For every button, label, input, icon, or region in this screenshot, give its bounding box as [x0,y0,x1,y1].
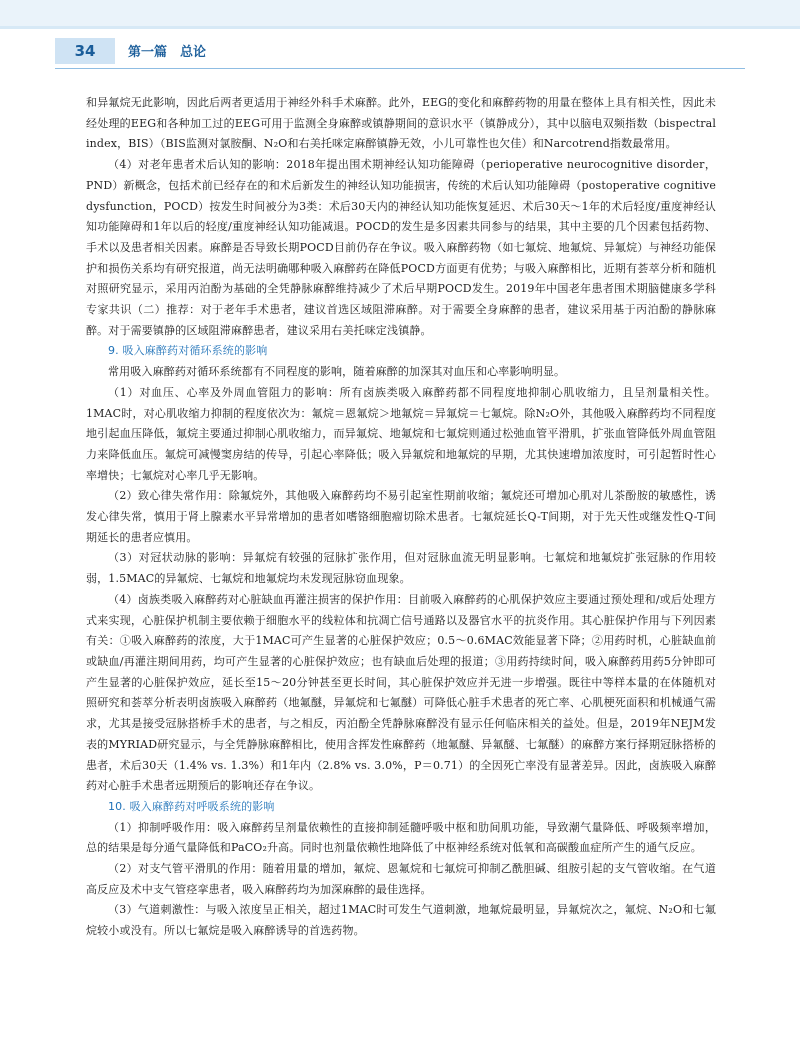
header-divider [55,68,745,69]
paragraph: （2）对支气管平滑肌的作用：随着用量的增加，氟烷、恩氟烷和七氟烷可抑制乙酰胆碱、组胺引起的支气管收缩。在气道高反应及术中支气管痉挛患者，吸入麻醉药均为加深麻醉的最佳选择。 [86,862,716,896]
paragraph: （1）抑制呼吸作用：吸入麻醉药呈剂量依赖性的直接抑制延髓呼吸中枢和肋间肌功能，导致潮气量降低、呼吸频率增加，总的结果是每分通气量降低和PaCO₂升高。同时也剂量依赖性地降低了中枢神经系统对低氧和高碳酸血症所产生的通气反应。 [86,820,716,855]
main-text [86,93,716,942]
chapter-title: 第一篇 总论 [128,45,207,60]
paragraph: （2）致心律失常作用：除氟烷外，其他吸入麻醉药均不易引起室性期前收缩；氟烷还可增加心肌对儿茶酚胺的敏感性，诱发心律失常，慎用于肾上腺素水平异常增加的患者如嗜铬细胞瘤切除术患者。七氟烷延长Q-T间期，对于先天性或继发性Q-T间期延长的患者应慎用。 [86,489,716,544]
paragraph: （4）对老年患者术后认知的影响：2018年提出围术期神经认知功能障碍（perioperative neurocognitive disorder，PND）新概念，包括术前已经存在的和术后新发生的神经认知功能损害，传统的术后认知功能障碍（postoperative cognitive dysfunction，POCD）按发生时间被分为3类：术后30天内的神经认知功能恢复延迟、术后30天～1年的术后轻度/重度神经认知功能障碍和1年以后的轻度/重度神经认知功能减退。POCD的发生是多因素共同参与的结果，其中主要的几个因素包括药物、手术以及患者相关因素。麻醉是否导致长期POCD目前仍存在争议。吸入麻醉药物（如七氟烷、地氟烷、异氟烷）与神经功能保护和损伤关系均有研究报道，尚无法明确哪种吸入麻醉药在降低POCD方面更有优势；与吸入麻醉相比，近期有荟萃分析和随机对照研究显示，采用丙泊酚为基础的全凭静脉麻醉维持减少了术后早期POCD发生。2019年中国老年患者围术期脑健康多学科专家共识（二）推荐：对于老年手术患者，建议首选区域阻滞麻醉。对于需要全身麻醉的患者，建议采用基于丙泊酚的静脉麻醉。对于需要镇静的区域阻滞麻醉患者，建议采用右美托咪定浅镇静。 [86,158,716,337]
header-accent-line [0,26,800,29]
paragraph: （1）对血压、心率及外周血管阻力的影响：所有卤族类吸入麻醉药都不同程度地抑制心肌收缩力，且呈剂量相关性。1MAC时，对心肌收缩力抑制的程度依次为：氟烷＝恩氟烷＞地氟烷＝异氟烷＝七氟烷。除N₂O外，其他吸入麻醉药均不同程度地引起血压降低，氟烷主要通过抑制心肌收缩力，而异氟烷、地氟烷和七氟烷则通过松弛血管平滑肌，扩张血管降低外周血管阻力来降低血压。氟烷可减慢窦房结的传导，引起心率降低；吸入异氟烷和地氟烷的早期，尤其快速增加浓度时，可引起暂时性心率增快；七氟烷对心率几乎无影响。 [86,385,716,482]
section-heading: 9. 吸入麻醉药对循环系统的影响 [108,344,268,358]
paragraph: 常用吸入麻醉药对循环系统都有不同程度的影响，随着麻醉的加深其对血压和心率影响明显。 [108,365,566,379]
paragraph: （3）对冠状动脉的影响：异氟烷有较强的冠脉扩张作用，但对冠脉血流无明显影响。七氟烷和地氟烷扩张冠脉的作用较弱，1.5MAC的异氟烷、七氟烷和地氟烷均未发现冠脉窃血现象。 [86,551,716,586]
section-heading: 10. 吸入麻醉药对呼吸系统的影响 [108,799,275,813]
page-number: 34 [55,38,115,64]
paragraph: 和异氟烷无此影响，因此后两者更适用于神经外科手术麻醉。此外，EEG的变化和麻醉药物的用量在整体上具有相关性，因此未经处理的EEG和各种加工过的EEG可用于监测全身麻醉或镇静期间的意识水平（镇静成分），其中以脑电双频指数（bispectral index，BIS）（BIS监测对氯胺酮、N₂O和右美托咪定麻醉镇静无效，小儿可靠性也欠佳）和Narcotrend指数最常用。 [86,96,716,151]
paragraph: （4）卤族类吸入麻醉药对心脏缺血再灌注损害的保护作用：目前吸入麻醉药的心肌保护效应主要通过预处理和/或后处理方式来实现，心脏保护机制主要依赖于细胞水平的线粒体和抗凋亡信号通路以及器官水平的抗炎作用。其心脏保护作用与下列因素有关：①吸入麻醉药的浓度，大于1MAC可产生显著的心脏保护效应；0.5～0.6MAC效能显著下降；②用药时机，心脏缺血前或缺血/再灌注期间用药，均可产生显著的心脏保护效应；也有缺血后处理的报道；③用药持续时间，吸入麻醉药用药5分钟即可产生显著的心脏保护效应，延长至15～20分钟甚至更长时间，其心脏保护效应并无进一步增强。既往中等样本量的在体随机对照研究和荟萃分析表明卤族吸入麻醉药（地氟醚，异氟烷和七氟醚）可降低心脏手术患者的死亡率、心肌梗死面积和机械通气需求，尤其是接受冠脉搭桥手术的患者，与之相反，丙泊酚全凭静脉麻醉没有显示任何临床相关的益处。但是，2019年NEJM发表的MYRIAD研究显示，与全凭静脉麻醉相比，使用含挥发性麻醉药（地氟醚、异氟醚、七氟醚）的麻醉方案行择期冠脉搭桥的患者，术后30天（1.4% vs. 1.3%）和1年内（2.8% vs. 3.0%，P＝0.71）的全因死亡率没有显著差异。因此，卤族吸入麻醉药对心脏手术患者远期预后的影响还存在争议。 [86,592,716,793]
header-band [0,0,800,26]
paragraph: （3）气道刺激性：与吸入浓度呈正相关，超过1MAC时可发生气道刺激，地氟烷最明显，异氟烷次之，氟烷、N₂O和七氟烷较小或没有。所以七氟烷是吸入麻醉诱导的首选药物。 [86,903,716,938]
